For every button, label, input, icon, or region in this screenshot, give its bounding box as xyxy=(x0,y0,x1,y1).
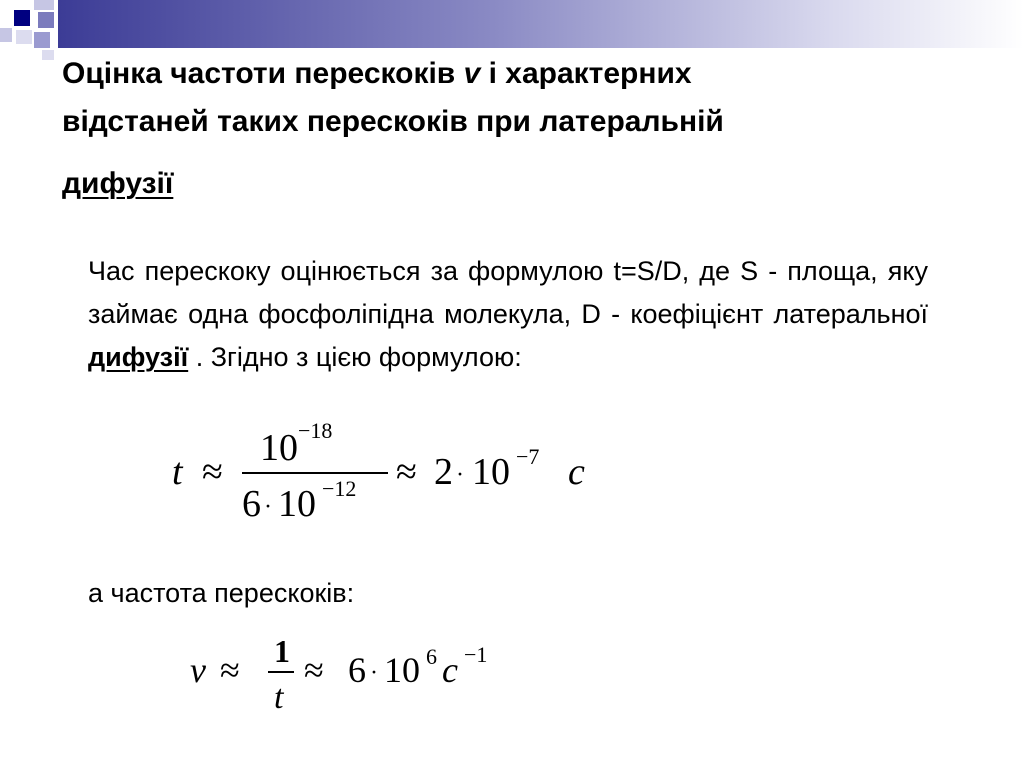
deco-square-light xyxy=(42,50,54,60)
f1-den-dot: · xyxy=(264,494,272,520)
f2-rhs-base: 10 xyxy=(384,650,420,690)
f2-approx: ≈ xyxy=(220,650,240,690)
f2-approx2: ≈ xyxy=(304,650,324,690)
f1-rhs-base: 10 xyxy=(472,451,510,493)
slide-title xyxy=(62,50,962,208)
deco-square-light xyxy=(16,30,32,44)
f1-num-exp: −18 xyxy=(298,418,333,443)
paragraph-part1: Час перескоку оцінюється за формулою t=S/D, де S - площа, яку займає одна фосфоліпідна молекула, D - коефіцієнт латеральної xyxy=(88,256,928,329)
f2-rhs-exp: 6 xyxy=(426,644,437,669)
f2-lhs: ν xyxy=(190,650,206,690)
f1-approx: ≈ xyxy=(202,451,223,493)
f2-unit-exp: −1 xyxy=(464,642,488,667)
f1-num-base: 10 xyxy=(260,427,298,469)
f2-rhs-coef: 6 xyxy=(348,650,366,690)
f2-den: t xyxy=(274,679,284,716)
f1-den-base: 10 xyxy=(278,483,316,525)
f2-rhs-dot: · xyxy=(370,660,378,686)
title-line3: дифузії xyxy=(62,167,174,200)
f1-rhs-coef: 2 xyxy=(434,451,453,493)
description-paragraph xyxy=(88,250,928,379)
frequency-label: а частота перескоків: xyxy=(88,578,355,608)
title-line1-before: Оцінка частоти перескоків xyxy=(62,57,464,90)
deco-square-mid xyxy=(34,32,50,48)
formula-hop-frequency xyxy=(180,630,560,720)
header-gradient-bar xyxy=(58,0,1024,48)
title-line1-after: і характерних xyxy=(480,57,692,90)
f1-den-exp: −12 xyxy=(322,476,357,501)
f2-unit: c xyxy=(442,650,458,690)
f1-unit: c xyxy=(568,451,585,493)
f1-rhs-dot: · xyxy=(456,462,464,488)
f1-lhs: t xyxy=(172,451,183,493)
title-symbol-v: v xyxy=(463,57,481,90)
deco-square-mid xyxy=(38,12,54,28)
f1-approx2: ≈ xyxy=(396,451,417,493)
formula-hop-time xyxy=(160,418,620,528)
title-line2: відстаней таких перескоків при латеральній xyxy=(62,105,724,138)
f2-num: 1 xyxy=(274,633,290,669)
f1-rhs-exp: −7 xyxy=(516,444,540,469)
deco-square-light xyxy=(0,28,12,42)
paragraph-part2: . Згідно з цією формулою: xyxy=(188,342,522,372)
paragraph-keyword: дифузії xyxy=(88,342,189,372)
deco-square-dark xyxy=(14,10,30,26)
deco-square-light xyxy=(34,0,54,10)
f1-den-coef: 6 xyxy=(242,483,261,525)
